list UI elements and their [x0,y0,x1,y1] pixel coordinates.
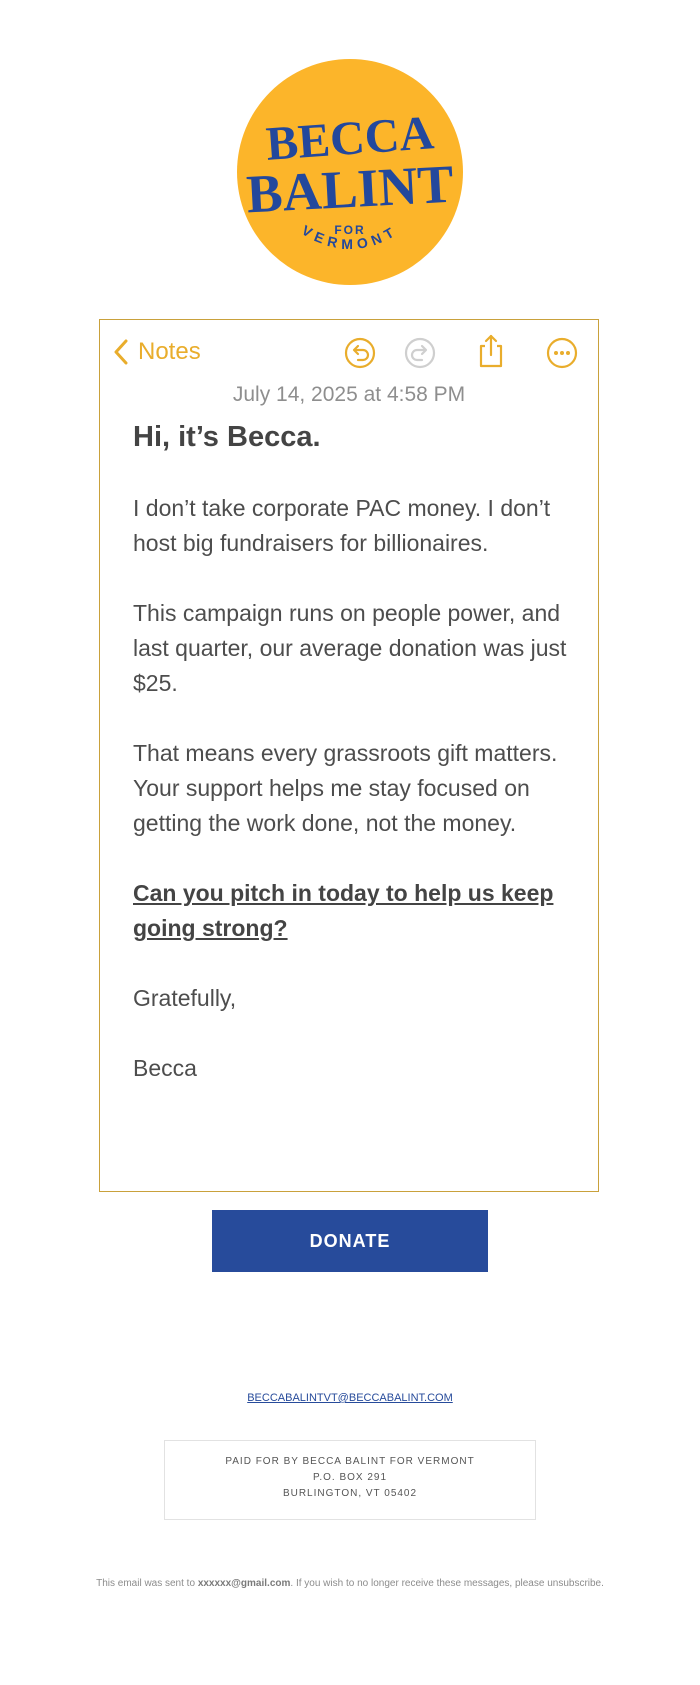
footer-prefix: This email was sent to [96,1578,198,1589]
more-options-icon[interactable] [546,337,578,369]
notes-back-button[interactable] [112,338,201,366]
note-paragraph-2: This campaign runs on people power, and last quarter, our average donation was just $25. [133,600,567,696]
undo-icon[interactable] [344,337,376,369]
notes-card [99,319,599,1192]
chevron-left-icon [112,338,130,366]
note-closing: Gratefully, [133,985,237,1011]
campaign-logo [237,59,463,285]
city-line: BURLINGTON, VT 05402 [282,1488,418,1499]
notes-back-label: Notes [138,338,201,365]
po-box-line: P.O. BOX 291 [312,1472,388,1483]
note-date: July 14, 2025 at 4:58 PM [232,383,466,406]
logo-line-for: FOR [334,223,366,237]
note-signature: Becca [133,1055,197,1081]
logo-line-becca: BECCA [264,106,436,171]
note-greeting: Hi, it’s Becca. [133,421,321,453]
paid-for-line: PAID FOR BY BECCA BALINT FOR VERMONT [225,1456,475,1467]
unsubscribe-text[interactable]: . If you wish to no longer receive these messages, please unsubscribe. [290,1578,604,1589]
recipient-email: xxxxxx@gmail.com [197,1578,291,1589]
note-paragraph-3: That means every grassroots gift matters. Your support helps me stay focused on getting the work done, not the money. [133,740,558,836]
paid-for-disclaimer [164,1440,536,1520]
logo-line-vermont: VERMONT [299,221,401,253]
redo-icon[interactable] [404,337,436,369]
donate-button[interactable]: DONATE [212,1210,488,1272]
contact-email-row [0,1392,700,1404]
note-paragraph-1: I don’t take corporate PAC money. I don’t host big fundraisers for billionaires. [133,495,551,556]
note-cta-paragraph [133,876,573,946]
logo-line-balint: BALINT [245,153,455,225]
contact-email-link[interactable]: BECCABALINTVT@BECCABALINT.COM [247,1392,453,1404]
donate-cta-link[interactable]: Can you pitch in today to help us keep going strong? [133,880,554,941]
notes-toolbar [100,320,598,388]
note-body [133,418,573,1121]
footer-notice [0,1578,700,1589]
share-icon[interactable] [476,333,506,369]
